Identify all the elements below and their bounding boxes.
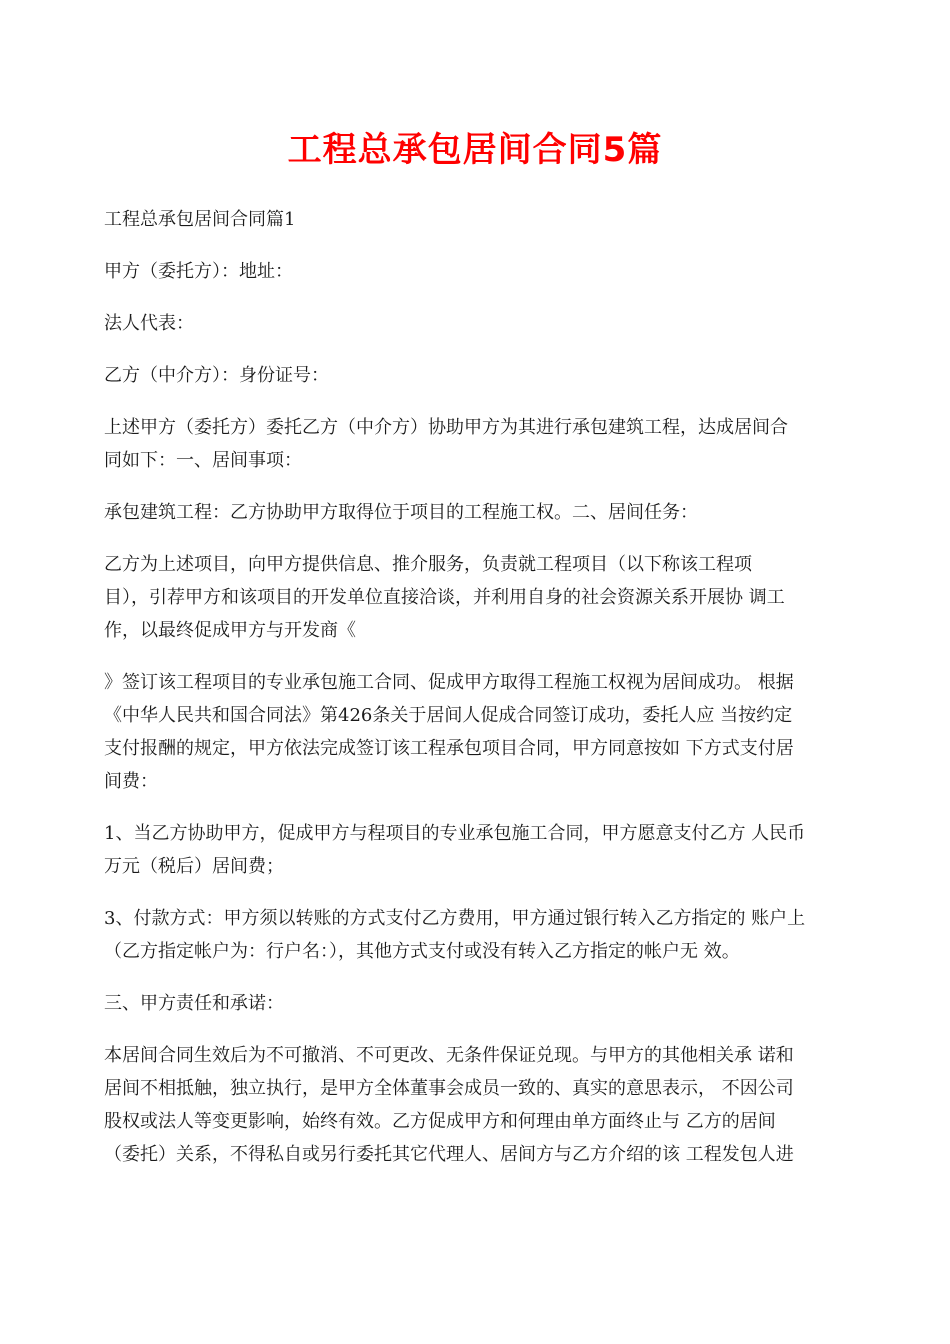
paragraph-party-a: 甲方（委托方）：地址： bbox=[104, 261, 293, 282]
document-body bbox=[104, 203, 846, 1190]
paragraph-commitment: 本居间合同生效后为不可撤消、不可更改、无条件保证兑现。与甲方的其他相关承 诺和 居间不相抵触，独立执行，是甲方全体董事会成员一致的、真实的意思表示， 不因公司 股权或法人等变更影响，始终有效。乙方促成甲方和何理由单方面终止与 乙方的居间 （委托）关系，不得私自或另行委托其它代理人、居间方与乙方介绍的该 工程发包人进 bbox=[104, 1045, 794, 1165]
paragraph-fee: 1、当乙方协助甲方，促成甲方与程项目的专业承包施工合同，甲方愿意支付乙方 人民币 万元（税后）居间费； bbox=[104, 823, 806, 877]
paragraph-legal-rep: 法人代表： bbox=[104, 313, 194, 334]
paragraph-tasks: 乙方为上述项目，向甲方提供信息、推介服务，负责就工程项目（以下称该工程项 目），引荐甲方和该项目的开发单位直接洽谈，并利用自身的社会资源关系开展协 调工 作，以最终促成甲方与开发商《 bbox=[104, 554, 785, 641]
paragraph-matter: 承包建筑工程：乙方协助甲方取得位于项目的工程施工权。二、居间任务： bbox=[104, 502, 698, 523]
paragraph-party-b: 乙方（中介方）：身份证号： bbox=[104, 365, 329, 386]
paragraph-intro: 上述甲方（委托方）委托乙方（中介方）协助甲方为其进行承包建筑工程，达成居间合 同如下：一、居间事项： bbox=[104, 417, 788, 471]
document-title: 工程总承包居间合同5篇 bbox=[287, 130, 663, 170]
paragraph-section-3: 三、甲方责任和承诺： bbox=[104, 993, 284, 1014]
paragraph-success: 》签订该工程项目的专业承包施工合同、促成甲方取得工程施工权视为居间成功。 根据 《中华人民共和国合同法》第426条关于居间人促成合同签订成功，委托人应 当按约定 支付报酬的规定，甲方依法完成签订该工程承包项目合同，甲方同意按如 下方式支付居 间费： bbox=[104, 672, 794, 792]
paragraph-payment: 3、付款方式：甲方须以转账的方式支付乙方费用，甲方通过银行转入乙方指定的 账户上 （乙方指定帐户为：行户名：），其他方式支付或没有转入乙方指定的帐户无 效。 bbox=[104, 908, 806, 962]
paragraph-heading: 工程总承包居间合同篇1 bbox=[104, 209, 296, 230]
